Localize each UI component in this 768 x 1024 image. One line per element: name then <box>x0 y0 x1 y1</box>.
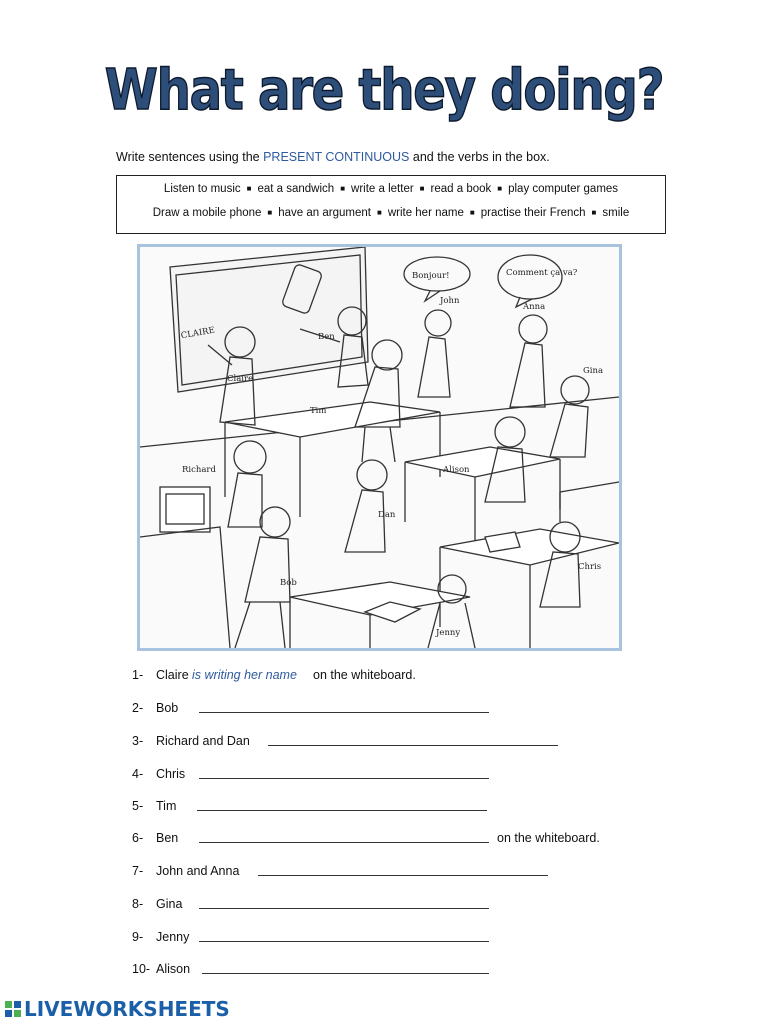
label-tim: Tim <box>310 406 327 416</box>
question-number: 6- <box>132 831 144 845</box>
answer-field[interactable] <box>202 973 489 974</box>
answer-field[interactable] <box>199 842 489 843</box>
question-number: 8- <box>132 897 144 911</box>
label-chris: Chris <box>578 562 602 572</box>
board-text: CLAIRE <box>180 325 216 342</box>
question-suffix: on the whiteboard. <box>313 668 416 682</box>
verb-item: smile <box>602 207 630 219</box>
verb-row-2 <box>117 207 665 219</box>
logo-checkbox-icon <box>4 1000 22 1018</box>
question-suffix: on the whiteboard. <box>497 831 600 845</box>
verb-item: eat a sandwich <box>257 183 335 195</box>
verb-item: practise their French <box>480 207 586 219</box>
speech-bonjour: Bonjour! <box>412 271 450 281</box>
bullet-icon: ■ <box>591 208 597 217</box>
question-number: 2- <box>132 701 144 715</box>
question-subject: Gina <box>156 897 183 911</box>
question-number: 4- <box>132 767 144 781</box>
question-subject: Tim <box>156 799 177 813</box>
label-anna: Anna <box>523 302 546 312</box>
question-subject: Claire <box>156 668 189 682</box>
answer-field[interactable] <box>199 941 489 942</box>
speech-comment: Comment ça va? <box>506 268 578 278</box>
label-dan: Dan <box>378 510 396 520</box>
verb-box <box>116 175 666 234</box>
bullet-icon: ■ <box>267 208 273 217</box>
question-number: 9- <box>132 930 144 944</box>
label-alison: Alison <box>443 465 470 475</box>
classroom-drawing <box>140 247 619 648</box>
answer-field[interactable] <box>199 908 489 909</box>
question-subject: Alison <box>156 962 191 976</box>
logo-text: LIVEWORKSHEETS <box>24 997 230 1021</box>
answer-field[interactable] <box>268 745 558 746</box>
label-john: John <box>440 296 460 306</box>
instruction-after: and the verbs in the box. <box>409 150 550 164</box>
answer-field[interactable] <box>199 712 489 713</box>
question-number: 5- <box>132 799 144 813</box>
label-bob: Bob <box>280 578 297 588</box>
question-subject: Ben <box>156 831 179 845</box>
verb-item: play computer games <box>508 183 619 195</box>
label-ben: Ben <box>318 332 335 342</box>
question-subject: Bob <box>156 701 179 715</box>
answer-field[interactable]: is writing her name <box>192 668 297 682</box>
verb-item: read a book <box>430 183 492 195</box>
bullet-icon: ■ <box>246 184 252 193</box>
label-claire: Claire <box>227 374 254 384</box>
question-subject: Richard and Dan <box>156 734 250 748</box>
answer-field[interactable] <box>258 875 548 876</box>
verb-row-1 <box>117 183 665 195</box>
question-subject: Jenny <box>156 930 190 944</box>
question-subject: Chris <box>156 767 186 781</box>
instruction-text <box>116 150 550 164</box>
instruction-before: Write sentences using the <box>116 150 264 164</box>
label-jenny: Jenny <box>436 628 461 638</box>
bullet-icon: ■ <box>419 184 425 193</box>
answer-field[interactable] <box>197 810 487 811</box>
verb-item: Listen to music <box>163 183 241 195</box>
worksheet-title: What are they doing? <box>104 58 664 123</box>
question-number: 1- <box>132 668 144 682</box>
classroom-illustration <box>137 244 622 651</box>
question-number: 7- <box>132 864 144 878</box>
answer-field[interactable] <box>199 778 489 779</box>
liveworksheets-logo[interactable] <box>4 997 230 1023</box>
label-richard: Richard <box>182 465 216 475</box>
question-subject: John and Anna <box>156 864 240 878</box>
instruction-highlight: PRESENT CONTINUOUS <box>263 150 410 164</box>
verb-item: Draw a mobile phone <box>152 207 262 219</box>
bullet-icon: ■ <box>497 184 503 193</box>
bullet-icon: ■ <box>376 208 382 217</box>
question-number: 10- <box>132 962 151 976</box>
bullet-icon: ■ <box>340 184 346 193</box>
verb-item: have an argument <box>278 207 371 219</box>
question-number: 3- <box>132 734 144 748</box>
label-gina: Gina <box>583 366 604 376</box>
bullet-icon: ■ <box>469 208 475 217</box>
verb-item: write a letter <box>351 183 414 195</box>
verb-item: write her name <box>387 207 464 219</box>
